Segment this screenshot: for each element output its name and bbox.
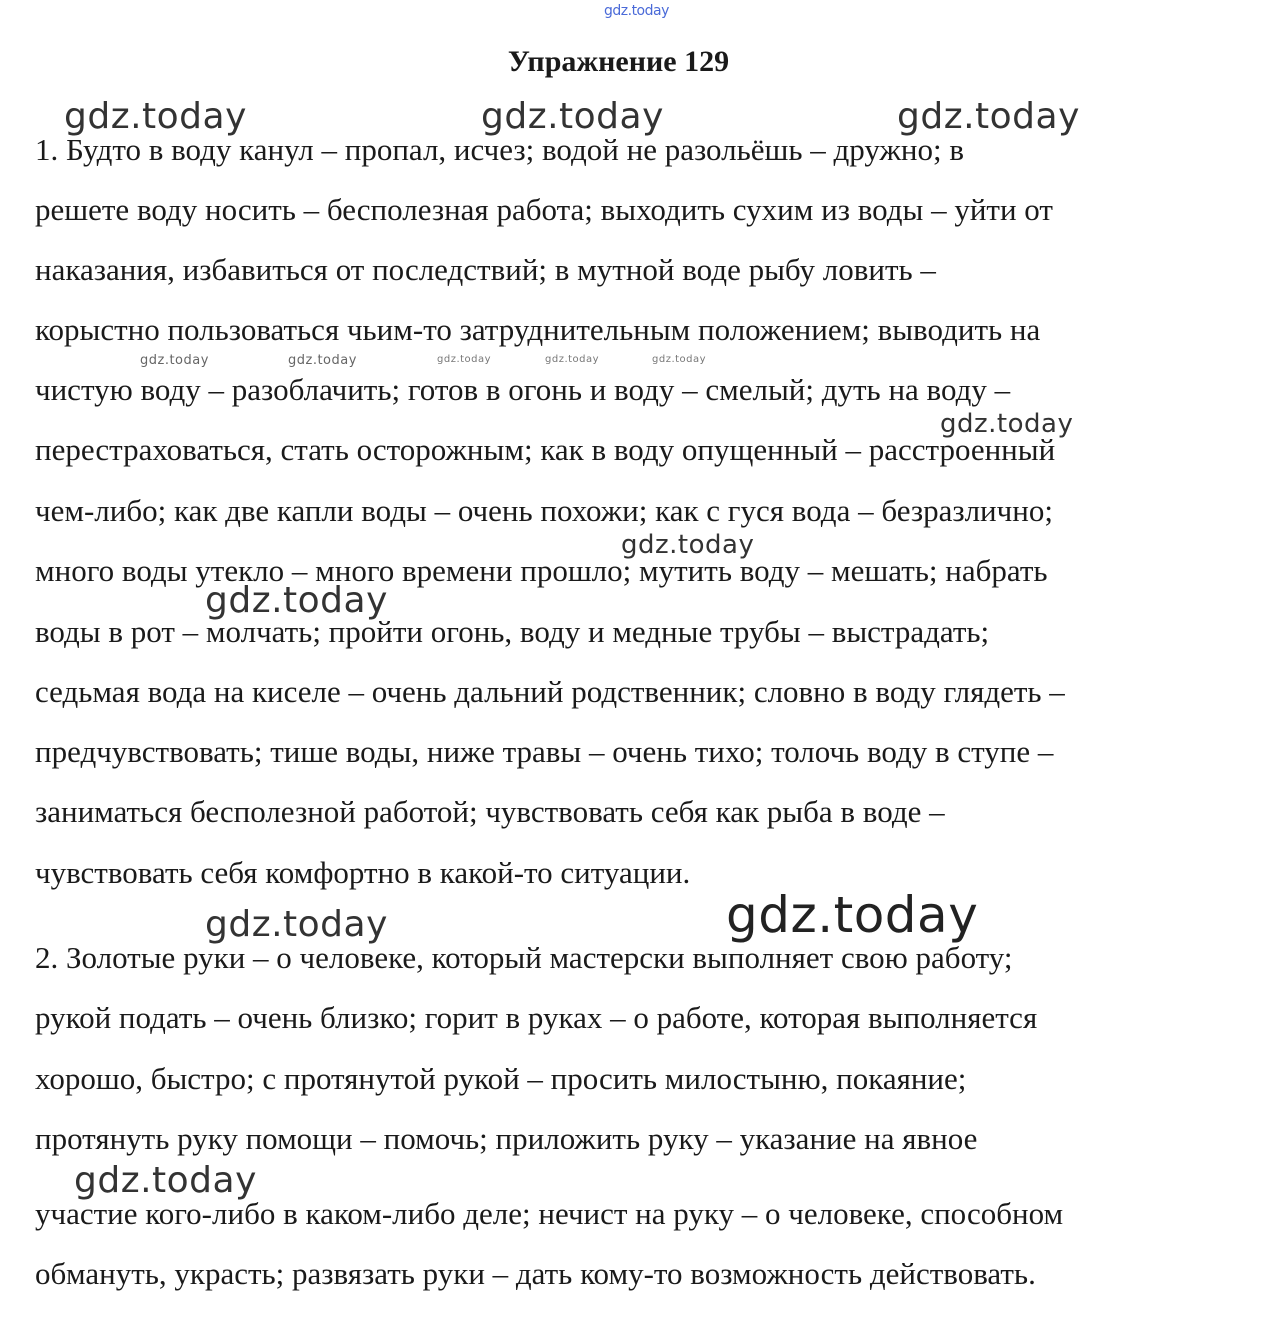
watermark: gdz.today [140,353,209,368]
text-line: седьмая вода на киселе – очень дальний родственник; словно в воду глядеть – [35,674,1065,709]
text-line: чистую воду – разоблачить; готов в огонь и воду – смелый; дуть на воду – [35,372,1011,407]
text-line: решете воду носить – бесполезная работа; выходить сухим из воды – уйти от [35,192,1053,227]
watermark: gdz.today [652,354,707,365]
text-line: предчувствовать; тише воды, ниже травы – очень тихо; толочь воду в ступе – [35,734,1054,769]
exercise-title: Упражнение 129 [507,45,730,78]
text-line: чувствовать себя комфортно в какой-то ситуации. [35,855,691,890]
text-line: хорошо, быстро; с протянутой рукой – просить милостыню, покаяние; [35,1061,967,1096]
watermark: gdz.today [621,530,755,560]
watermark: gdz.today [437,354,492,365]
text-line: рукой подать – очень близко; горит в руках – о работе, которая выполняется [35,1000,1038,1035]
text-line: чем-либо; как две капли воды – очень похожи; как с гуся вода – безразлично; [35,493,1053,528]
watermark: gdz.today [940,409,1074,439]
text-line: корыстно пользоваться чьим-то затруднительным положением; выводить на [35,312,1041,347]
watermark: gdz.today [726,886,979,944]
watermark: gdz.today [205,904,388,945]
text-line: много воды утекло – много времени прошло; мутить воду – мешать; набрать [35,553,1048,588]
watermark: gdz.today [288,353,357,368]
text-line: 1. Будто в воду канул – пропал, исчез; водой не разольёшь – дружно; в [35,132,964,167]
text-line: заниматься бесполезной работой; чувствовать себя как рыба в воде – [35,794,945,829]
text-line: обмануть, украсть; развязать руки – дать кому-то возможность действовать. [35,1256,1036,1291]
watermark: gdz.today [545,354,600,365]
text-line: участие кого-либо в каком-либо деле; нечист на руку – о человеке, способном [35,1196,1064,1231]
text-line: перестраховаться, стать осторожным; как в воду опущенный – расстроенный [35,432,1056,467]
watermark: gdz.today [74,1160,257,1201]
text-line: протянуть руку помощи – помочь; приложить руку – указание на явное [35,1121,978,1156]
text-line: 2. Золотые руки – о человеке, который мастерски выполняет свою работу; [35,940,1013,975]
text-line: воды в рот – молчать; пройти огонь, воду и медные трубы – выстрадать; [35,614,990,649]
watermark: gdz.today [205,580,388,621]
watermark: gdz.today [64,96,247,137]
watermark: gdz.today [481,96,664,137]
site-mark: gdz.today [604,3,669,19]
text-line: наказания, избавиться от последствий; в мутной воде рыбу ловить – [35,252,936,287]
watermark: gdz.today [897,96,1080,137]
